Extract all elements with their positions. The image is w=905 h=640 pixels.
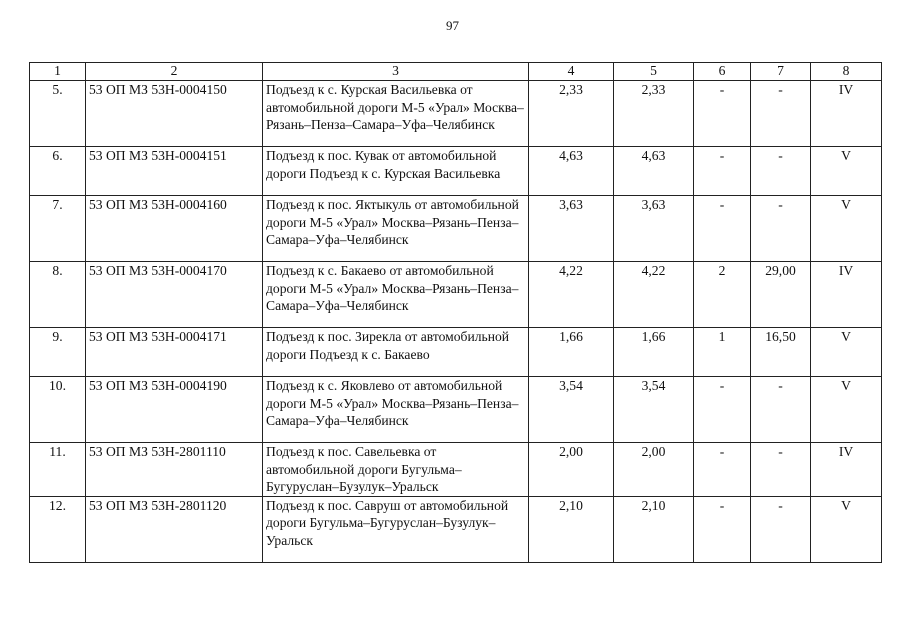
cell-col7: - [751, 377, 811, 443]
row-number: 9. [30, 328, 86, 377]
cell-col8: V [811, 196, 882, 262]
row-number: 5. [30, 81, 86, 147]
cell-col8: IV [811, 443, 882, 497]
column-header-category: 8 [811, 63, 882, 81]
road-name: Подъезд к с. Курская Васильевка от автомобильной дороги М-5 «Урал» Москва–Рязань–Пенза–Самара–Уфа–Челябинск [263, 81, 529, 147]
cell-col6: 1 [694, 328, 751, 377]
road-id: 53 ОП МЗ 53Н-2801120 [86, 496, 263, 562]
cell-col5: 2,33 [614, 81, 694, 147]
cell-col8: V [811, 147, 882, 196]
cell-col7: - [751, 81, 811, 147]
cell-col8: V [811, 496, 882, 562]
row-number: 11. [30, 443, 86, 497]
road-name: Подъезд к пос. Кувак от автомобильной дороги Подъезд к с. Курская Васильевка [263, 147, 529, 196]
cell-col7: - [751, 196, 811, 262]
cell-col5: 3,63 [614, 196, 694, 262]
cell-col4: 2,33 [529, 81, 614, 147]
cell-col7: 29,00 [751, 262, 811, 328]
cell-col7: - [751, 147, 811, 196]
cell-col5: 4,63 [614, 147, 694, 196]
cell-col8: IV [811, 81, 882, 147]
cell-col4: 1,66 [529, 328, 614, 377]
cell-col6: - [694, 81, 751, 147]
road-name: Подъезд к пос. Савруш от автомобильной дороги Бугульма–Бугуруслан–Бузулук–Уральск [263, 496, 529, 562]
column-header-number: 1 [30, 63, 86, 81]
cell-col4: 4,22 [529, 262, 614, 328]
road-name: Подъезд к пос. Зирекла от автомобильной дороги Подъезд к с. Бакаево [263, 328, 529, 377]
column-header-length: 4 [529, 63, 614, 81]
road-name: Подъезд к с. Бакаево от автомобильной дороги М-5 «Урал» Москва–Рязань–Пенза–Самара–Уфа–Челябинск [263, 262, 529, 328]
cell-col8: V [811, 328, 882, 377]
cell-col5: 2,00 [614, 443, 694, 497]
cell-col5: 2,10 [614, 496, 694, 562]
road-name: Подъезд к пос. Яктыкуль от автомобильной дороги М-5 «Урал» Москва–Рязань–Пенза–Самара–Уфа–Челябинск [263, 196, 529, 262]
table-row [30, 377, 882, 443]
table-row [30, 81, 882, 147]
road-name: Подъезд к с. Яковлево от автомобильной дороги М-5 «Урал» Москва–Рязань–Пенза–Самара–Уфа–Челябинск [263, 377, 529, 443]
cell-col6: 2 [694, 262, 751, 328]
row-number: 10. [30, 377, 86, 443]
page-number: 97 [446, 18, 459, 33]
cell-col6: - [694, 443, 751, 497]
cell-col6: - [694, 196, 751, 262]
cell-col7: 16,50 [751, 328, 811, 377]
cell-col5: 1,66 [614, 328, 694, 377]
cell-col8: V [811, 377, 882, 443]
road-id: 53 ОП МЗ 53Н-0004151 [86, 147, 263, 196]
cell-col6: - [694, 147, 751, 196]
column-header-total: 7 [751, 63, 811, 81]
cell-col4: 2,00 [529, 443, 614, 497]
cell-col6: - [694, 377, 751, 443]
row-number: 8. [30, 262, 86, 328]
cell-col6: - [694, 496, 751, 562]
cell-col7: - [751, 443, 811, 497]
road-id: 53 ОП МЗ 53Н-0004160 [86, 196, 263, 262]
column-header-road-id: 2 [86, 63, 263, 81]
road-id: 53 ОП МЗ 53Н-2801110 [86, 443, 263, 497]
road-id: 53 ОП МЗ 53Н-0004150 [86, 81, 263, 147]
cell-col4: 2,10 [529, 496, 614, 562]
row-number: 12. [30, 496, 86, 562]
column-header-count: 6 [694, 63, 751, 81]
table-row [30, 496, 882, 562]
table-row [30, 443, 882, 497]
cell-col4: 3,63 [529, 196, 614, 262]
table-row [30, 196, 882, 262]
road-id: 53 ОП МЗ 53Н-0004170 [86, 262, 263, 328]
road-name: Подъезд к пос. Савельевка от автомобильной дороги Бугульма–Бугуруслан–Бузулук–Уральск [263, 443, 529, 497]
row-number: 7. [30, 196, 86, 262]
cell-col5: 3,54 [614, 377, 694, 443]
row-number: 6. [30, 147, 86, 196]
column-header-road-name: 3 [263, 63, 529, 81]
cell-col4: 3,54 [529, 377, 614, 443]
cell-col5: 4,22 [614, 262, 694, 328]
table-row [30, 262, 882, 328]
cell-col8: IV [811, 262, 882, 328]
cell-col4: 4,63 [529, 147, 614, 196]
table-row [30, 147, 882, 196]
cell-col7: - [751, 496, 811, 562]
table-row [30, 328, 882, 377]
road-id: 53 ОП МЗ 53Н-0004190 [86, 377, 263, 443]
column-header-length-2: 5 [614, 63, 694, 81]
road-id: 53 ОП МЗ 53Н-0004171 [86, 328, 263, 377]
table-header-row [30, 63, 882, 81]
roads-table [29, 62, 882, 563]
